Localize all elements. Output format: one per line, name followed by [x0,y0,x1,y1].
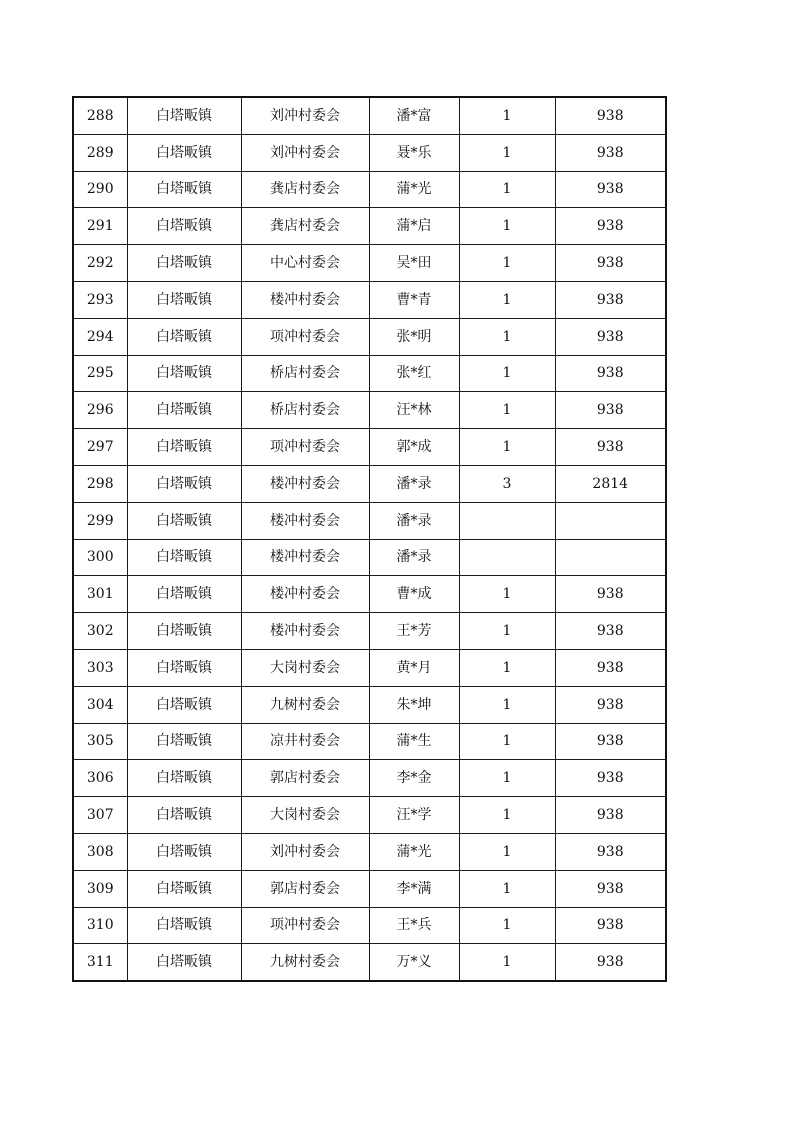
village-committee-cell: 凉井村委会 [241,723,369,760]
row-number-cell: 288 [73,97,127,134]
count-cell: 1 [459,281,555,318]
row-number-cell: 308 [73,833,127,870]
row-number-cell: 307 [73,797,127,834]
table-body [73,97,666,981]
table-row [73,907,666,944]
row-number-cell: 310 [73,907,127,944]
count-cell: 1 [459,797,555,834]
row-number-cell: 302 [73,613,127,650]
name-cell: 潘*录 [369,465,459,502]
village-committee-cell: 楼冲村委会 [241,465,369,502]
amount-cell: 938 [555,613,666,650]
town-cell: 白塔畈镇 [127,208,241,245]
town-cell: 白塔畈镇 [127,134,241,171]
amount-cell: 938 [555,649,666,686]
amount-cell: 938 [555,870,666,907]
subsidy-table [72,96,667,982]
row-number-cell: 303 [73,649,127,686]
name-cell: 潘*录 [369,539,459,576]
amount-cell: 938 [555,281,666,318]
amount-cell: 938 [555,318,666,355]
amount-cell [555,502,666,539]
table-row [73,245,666,282]
table-row [73,649,666,686]
row-number-cell: 292 [73,245,127,282]
village-committee-cell: 楼冲村委会 [241,539,369,576]
village-committee-cell: 郭店村委会 [241,760,369,797]
row-number-cell: 290 [73,171,127,208]
village-committee-cell: 郭店村委会 [241,870,369,907]
table-row [73,465,666,502]
amount-cell: 938 [555,171,666,208]
row-number-cell: 305 [73,723,127,760]
town-cell: 白塔畈镇 [127,171,241,208]
count-cell: 1 [459,318,555,355]
name-cell: 王*芳 [369,613,459,650]
name-cell: 蒲*启 [369,208,459,245]
count-cell: 1 [459,760,555,797]
count-cell: 1 [459,833,555,870]
count-cell [459,539,555,576]
town-cell: 白塔畈镇 [127,576,241,613]
count-cell: 1 [459,245,555,282]
count-cell: 1 [459,208,555,245]
town-cell: 白塔畈镇 [127,281,241,318]
count-cell: 1 [459,723,555,760]
name-cell: 蒲*光 [369,171,459,208]
table-row [73,870,666,907]
table-row [73,318,666,355]
name-cell: 郭*成 [369,429,459,466]
name-cell: 朱*坤 [369,686,459,723]
table-row [73,429,666,466]
village-committee-cell: 九树村委会 [241,944,369,981]
row-number-cell: 289 [73,134,127,171]
row-number-cell: 306 [73,760,127,797]
name-cell: 曹*青 [369,281,459,318]
table-row [73,502,666,539]
village-committee-cell: 桥店村委会 [241,392,369,429]
name-cell: 李*满 [369,870,459,907]
count-cell: 1 [459,613,555,650]
amount-cell: 938 [555,392,666,429]
village-committee-cell: 桥店村委会 [241,355,369,392]
village-committee-cell: 大岗村委会 [241,797,369,834]
table-row [73,797,666,834]
village-committee-cell: 楼冲村委会 [241,281,369,318]
count-cell: 1 [459,576,555,613]
amount-cell: 938 [555,907,666,944]
row-number-cell: 311 [73,944,127,981]
count-cell: 1 [459,97,555,134]
table-row [73,281,666,318]
town-cell: 白塔畈镇 [127,686,241,723]
amount-cell: 938 [555,97,666,134]
count-cell: 1 [459,355,555,392]
name-cell: 蒲*光 [369,833,459,870]
name-cell: 李*金 [369,760,459,797]
name-cell: 万*义 [369,944,459,981]
row-number-cell: 300 [73,539,127,576]
town-cell: 白塔畈镇 [127,723,241,760]
table-row [73,613,666,650]
count-cell: 1 [459,429,555,466]
count-cell: 1 [459,649,555,686]
count-cell: 3 [459,465,555,502]
count-cell: 1 [459,907,555,944]
town-cell: 白塔畈镇 [127,355,241,392]
table-row [73,723,666,760]
name-cell: 张*红 [369,355,459,392]
count-cell: 1 [459,870,555,907]
row-number-cell: 293 [73,281,127,318]
count-cell [459,502,555,539]
amount-cell: 938 [555,355,666,392]
village-committee-cell: 龚店村委会 [241,171,369,208]
town-cell: 白塔畈镇 [127,870,241,907]
village-committee-cell: 九树村委会 [241,686,369,723]
table-row [73,944,666,981]
village-committee-cell: 项冲村委会 [241,907,369,944]
town-cell: 白塔畈镇 [127,465,241,502]
name-cell: 潘*富 [369,97,459,134]
table-row [73,171,666,208]
table-row [73,208,666,245]
count-cell: 1 [459,392,555,429]
village-committee-cell: 龚店村委会 [241,208,369,245]
amount-cell: 938 [555,723,666,760]
village-committee-cell: 刘冲村委会 [241,97,369,134]
name-cell: 黄*月 [369,649,459,686]
village-committee-cell: 刘冲村委会 [241,833,369,870]
table-row [73,355,666,392]
row-number-cell: 301 [73,576,127,613]
table-row [73,539,666,576]
town-cell: 白塔畈镇 [127,760,241,797]
row-number-cell: 304 [73,686,127,723]
town-cell: 白塔畈镇 [127,797,241,834]
row-number-cell: 297 [73,429,127,466]
amount-cell: 938 [555,797,666,834]
amount-cell: 938 [555,245,666,282]
name-cell: 蒲*生 [369,723,459,760]
village-committee-cell: 大岗村委会 [241,649,369,686]
town-cell: 白塔畈镇 [127,429,241,466]
amount-cell: 938 [555,134,666,171]
name-cell: 汪*学 [369,797,459,834]
town-cell: 白塔畈镇 [127,833,241,870]
town-cell: 白塔畈镇 [127,502,241,539]
name-cell: 聂*乐 [369,134,459,171]
name-cell: 吴*田 [369,245,459,282]
village-committee-cell: 楼冲村委会 [241,613,369,650]
village-committee-cell: 中心村委会 [241,245,369,282]
amount-cell: 938 [555,208,666,245]
town-cell: 白塔畈镇 [127,97,241,134]
village-committee-cell: 刘冲村委会 [241,134,369,171]
village-committee-cell: 项冲村委会 [241,429,369,466]
town-cell: 白塔畈镇 [127,318,241,355]
name-cell: 潘*录 [369,502,459,539]
table-row [73,760,666,797]
row-number-cell: 296 [73,392,127,429]
row-number-cell: 298 [73,465,127,502]
amount-cell: 938 [555,576,666,613]
town-cell: 白塔畈镇 [127,613,241,650]
village-committee-cell: 项冲村委会 [241,318,369,355]
town-cell: 白塔畈镇 [127,392,241,429]
table-row [73,97,666,134]
amount-cell: 938 [555,833,666,870]
village-committee-cell: 楼冲村委会 [241,576,369,613]
town-cell: 白塔畈镇 [127,245,241,282]
name-cell: 汪*林 [369,392,459,429]
row-number-cell: 309 [73,870,127,907]
town-cell: 白塔畈镇 [127,944,241,981]
row-number-cell: 295 [73,355,127,392]
count-cell: 1 [459,686,555,723]
row-number-cell: 299 [73,502,127,539]
village-committee-cell: 楼冲村委会 [241,502,369,539]
row-number-cell: 294 [73,318,127,355]
name-cell: 王*兵 [369,907,459,944]
amount-cell: 938 [555,944,666,981]
count-cell: 1 [459,171,555,208]
town-cell: 白塔畈镇 [127,649,241,686]
name-cell: 张*明 [369,318,459,355]
amount-cell: 938 [555,429,666,466]
count-cell: 1 [459,944,555,981]
town-cell: 白塔畈镇 [127,907,241,944]
amount-cell: 2814 [555,465,666,502]
town-cell: 白塔畈镇 [127,539,241,576]
amount-cell [555,539,666,576]
table-row [73,576,666,613]
amount-cell: 938 [555,686,666,723]
name-cell: 曹*成 [369,576,459,613]
table-row [73,686,666,723]
row-number-cell: 291 [73,208,127,245]
amount-cell: 938 [555,760,666,797]
table-row [73,833,666,870]
table-row [73,392,666,429]
table-row [73,134,666,171]
count-cell: 1 [459,134,555,171]
